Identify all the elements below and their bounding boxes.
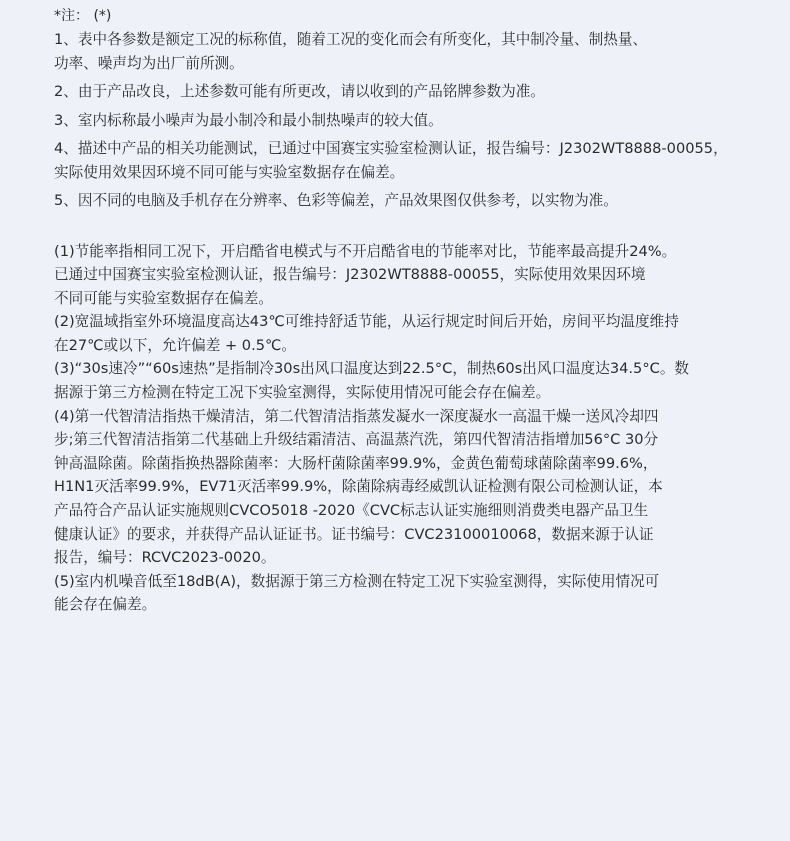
note-2-line-1: 2、由于产品改良，上述参数可能有所更改，请以收到的产品铭牌参数为准。 <box>54 83 545 100</box>
footnote-1-line-1: (1)节能率指相同工况下，开启酷省电模式与不开启酷省电的节能率对比，节能率最高提升24%。 <box>54 242 677 260</box>
footnote-3-line-2: 据源于第三方检测在特定工况下实验室测得，实际使用情况可能会存在偏差。 <box>54 384 551 402</box>
section-spacer <box>54 213 754 240</box>
footnote-4-line-7: 报告，编号：RCVC2023-0020。 <box>54 549 276 567</box>
footnote-2-line-1: (2)宽温域指室外环境温度高达43℃可维持舒适节能，从运行规定时间后开始，房间平均温度维持 <box>54 313 679 331</box>
footnote-1-line-2: 已通过中国赛宝实验室检测认证，报告编号：J2302WT8888-00055，实际使用效果因环境 <box>54 266 646 284</box>
note-3-line-1: 3、室内标称最小噪声为最小制冷和最小制热噪声的较大值。 <box>54 111 443 129</box>
note-header: *注： (*) <box>54 8 112 24</box>
note-1-line-1: 1、表中各参数是额定工况的标称值，随着工况的变化而会有所变化，其中制冷量、制热量、 <box>54 31 648 48</box>
footnote-5-line-2: 能会存在偏差。 <box>54 596 157 614</box>
note-5-line-1: 5、因不同的电脑及手机存在分辨率、色彩等偏差，产品效果图仅供参考，以实物为准。 <box>54 192 618 209</box>
footnote-1-line-3: 不同可能与实验室数据存在偏差。 <box>54 289 273 307</box>
footnote-5-line-1: (5)室内机噪音低至18dB(A)，数据源于第三方检测在特定工况下实验室测得，实际使用情况可 <box>54 572 660 590</box>
footnote-3-line-1: (3)“30s速冷”“60s速热”是指制冷30s出风口温度达到22.5°C，制热60s出风口温度达34.5°C。数 <box>54 360 690 378</box>
footnote-4-line-4: H1N1灭活率99.9%，EV71灭活率99.9%，除菌除病毒经威凯认证检测有限公司检测认证，本 <box>54 478 663 496</box>
footnote-4-line-3: 钟高温除菌。除菌指换热器除菌率：大肠杆菌除菌率99.9%，金黄色葡萄球菌除菌率99.6%， <box>54 454 658 472</box>
footnote-4-line-1: (4)第一代智清洁指热干燥清洁，第二代智清洁指蒸发凝水一深度凝水一高温干燥一送风冷却四 <box>54 407 659 425</box>
footnote-4-line-5: 产品符合产品认证实施规则CVCO5018 -2020《CVC标志认证实施细则消费类电器产品卫生 <box>54 502 649 520</box>
footnote-4-line-2: 步;第三代智清洁指第二代基础上升级结霜清洁、高温蒸汽洗，第四代智清洁指增加56°C 30分 <box>54 431 659 449</box>
note-4-line-1: 4、描述中产品的相关功能测试，已通过中国赛宝实验室检测认证，报告编号：J2302WT8888-00055， <box>54 140 728 157</box>
footnote-2-line-2: 在27℃或以下，允许偏差 + 0.5℃。 <box>54 336 297 354</box>
note-4-line-2: 实际使用效果因环境不同可能与实验室数据存在偏差。 <box>54 163 405 181</box>
footnotes-list <box>54 240 754 618</box>
note-1-line-2: 功率、噪声均为出厂前所测。 <box>54 54 244 72</box>
footnote-4-line-6: 健康认证》的要求，并获得产品认证证书。证书编号：CVC23100010068，数据来源于认证 <box>54 525 654 543</box>
notes-document <box>54 6 754 617</box>
notes-list <box>54 28 754 213</box>
